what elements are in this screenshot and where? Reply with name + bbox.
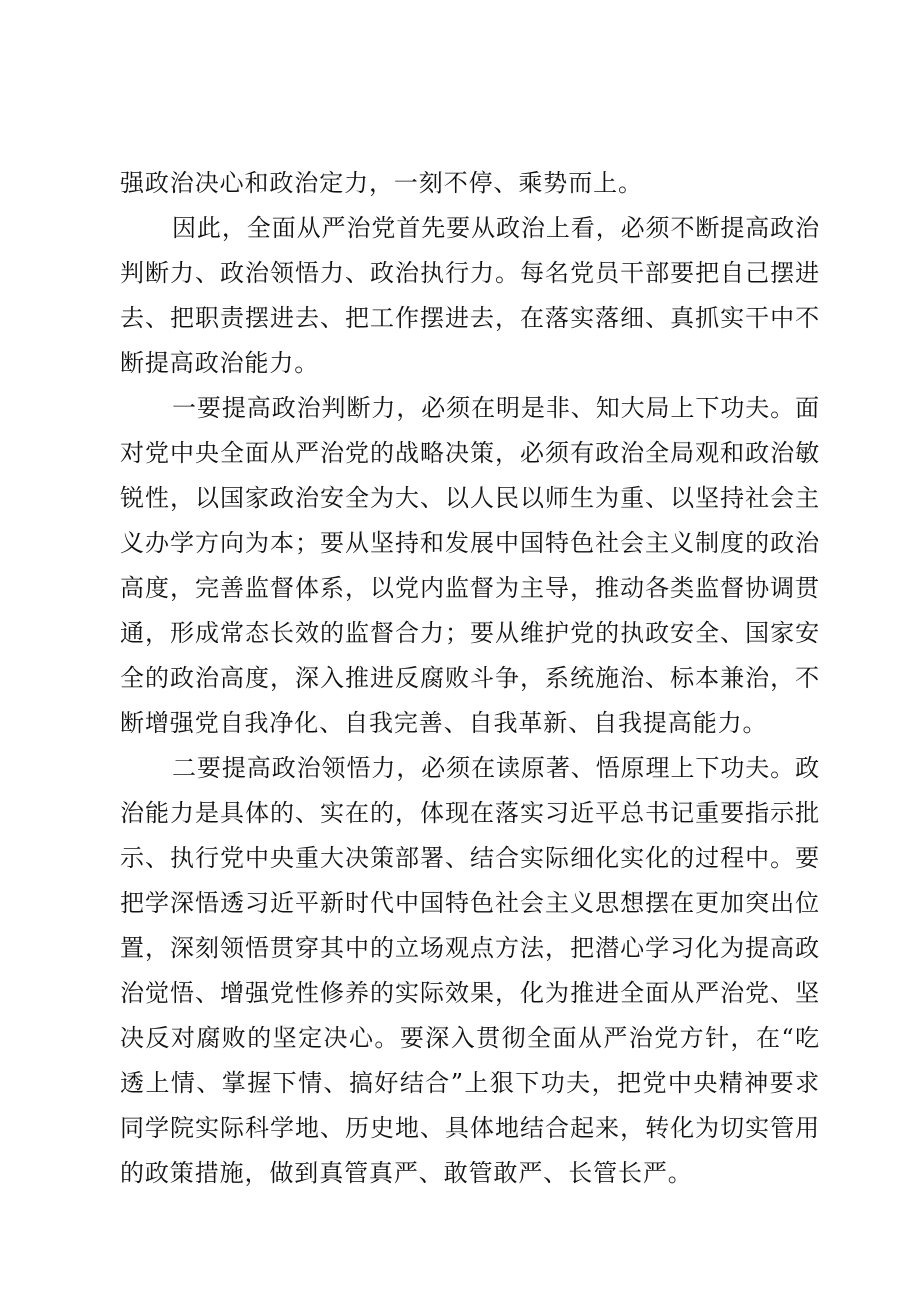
paragraph-comprehension: 二要提高政治领悟力，必须在读原著、悟原理上下功夫。政治能力是具体的、实在的，体现在落实习近平总书记重要指示批示、执行党中央重大决策部署、结合实际细化实化的过程中。要把学深悟透习近平新时代中国特色社会主义思想摆在更加突出位置，深刻领悟贯穿其中的立场观点方法，把潜心学习化为提高政治觉悟、增强党性修养的实际效果，化为推进全面从严治党、坚决反对腐败的坚定决心。要深入贯彻全面从严治党方针，在“吃透上情、掌握下情、搞好结合”上狠下功夫，把党中央精神要求同学院实际科学地、历史地、具体地结合起来，转化为切实管用的政策措施，做到真管真严、敢管敢严、长管长严。	[120, 754, 820, 1187]
paragraph-overview: 因此，全面从严治党首先要从政治上看，必须不断提高政治判断力、政治领悟力、政治执行力。每名党员干部要把自己摆进去、把职责摆进去、把工作摆进去，在落实落细、真抓实干中不断提高政治能力。	[120, 214, 820, 377]
document-body	[120, 161, 820, 1196]
paragraph-judgment: 一要提高政治判断力，必须在明是非、知大局上下功夫。面对党中央全面从严治党的战略决策，必须有政治全局观和政治敏锐性，以国家政治安全为大、以人民以师生为重、以坚持社会主义办学方向为本；要从坚持和发展中国特色社会主义制度的政治高度，完善监督体系，以党内监督为主导，推动各类监督协调贯通，形成常态长效的监督合力；要从维护党的执政安全、国家安全的政治高度，深入推进反腐败斗争，系统施治、标本兼治，不断增强党自我净化、自我完善、自我革新、自我提高能力。	[120, 394, 820, 737]
paragraph-continuation: 强政治决心和政治定力，一刻不停、乘势而上。	[120, 169, 643, 197]
